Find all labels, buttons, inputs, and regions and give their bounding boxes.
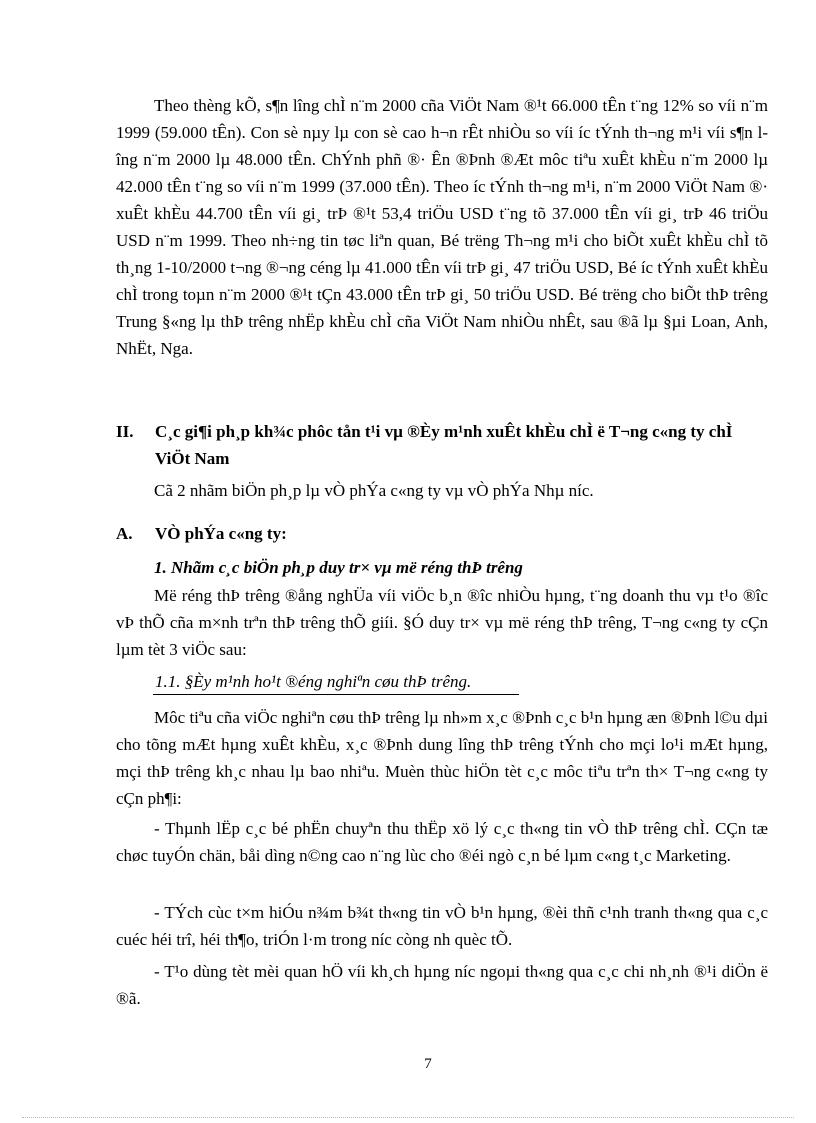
research-paragraph-text: Môc tiªu cña viÖc nghiªn cøu thÞ trêng lµ nh»m x¸c ®Þnh c¸c b¹n hµng æn ®Þnh l©u dµi cho tõng mÆt hµng xuÊt khÈu, x¸c ®Þnh dung lîng thÞ trêng tÝnh cho mçi lo¹i mÆt hµng, mçi thÞ trêng kh¸c nhau lµ bao nhiªu. Muèn thùc hiÖn tèt c¸c môc tiªu trªn th× T¬ng c«ng ty cÇn ph¶i:	[116, 708, 768, 808]
page-bottom-rule	[22, 1117, 794, 1118]
page-number: 7	[424, 1056, 432, 1072]
section-ii-intro	[116, 477, 768, 504]
section-ii-number: II.	[116, 422, 134, 441]
market-paragraph	[116, 582, 768, 663]
section-a-heading	[116, 520, 768, 547]
section-ii-intro-text: Cã 2 nhãm biÖn ph¸p lµ vÒ phÝa c«ng ty vµ vÒ phÝa Nhµ níc.	[154, 481, 594, 500]
bullet-item-2	[116, 899, 768, 953]
bullet-item-3	[116, 958, 768, 1012]
bullet-item-2-text: - TÝch cùc t×m hiÓu n¾m b¾t th«ng tin vÒ b¹n hµng, ®èi thñ c¹nh tranh th«ng qua c¸c cuéc héi trî, héi th¶o, triÓn l·m trong níc còng nh quèc tÕ.	[116, 903, 768, 949]
market-paragraph-text: Më réng thÞ trêng ®ång nghÜa víi viÖc b¸n ®îc nhiÒu hµng, t¨ng doanh thu vµ t¹o ®îc vÞ thÕ cña m×nh trªn thÞ trêng thÕ giíi. §Ó duy tr× vµ më réng thÞ trêng, T¬ng c«ng ty cÇn lµm tèt 3 viÖc sau:	[116, 586, 768, 659]
section-ii-title: C¸c gi¶i ph¸p kh¾c phôc tån t¹i vµ ®Èy m¹nh xuÊt khÈu chÌ ë T¬ng c«ng ty chÌ ViÖt Nam	[155, 422, 733, 468]
bullet-item-1	[116, 815, 768, 869]
research-paragraph	[116, 704, 768, 812]
subsection-1-1-title: 1.1. §Èy m¹nh ho¹t ®éng nghiªn cøu thÞ trêng.	[155, 672, 472, 691]
section-a-title: VÒ phÝa c«ng ty:	[155, 524, 287, 543]
intro-text: Theo thèng kÕ, s¶n lîng chÌ n¨m 2000 cña ViÖt Nam ®¹t 66.000 tÊn t¨ng 12% so víi n¨m 1999 (59.000 tÊn). Con sè nµy lµ con sè cao h¬n rÊt nhiÒu so víi íc tÝnh th¬ng m¹i víi s¶n lîng n¨m 2000 lµ 48.000 tÊn. ChÝnh phñ ®· Ên ®Þnh ®Æt môc tiªu xuÊt khÈu n¨m 2000 lµ 42.000 tÊn t¨ng so víi n¨m 1999 (37.000 tÊn). Theo íc tÝnh th¬ng m¹i, n¨m 2000 ViÖt Nam ®· xuÊt khÈu 44.700 tÊn víi gi¸ trÞ ®¹t 53,4 triÖu USD t¨ng tõ 37.000 tÊn víi gi¸ trÞ 46 triÖu USD n¨m 1999. Theo nh÷ng tin tøc liªn quan, Bé trëng Th¬ng m¹i cho biÕt xuÊt khÈu chÌ tõ th¸ng 1-10/2000 t¬ng ®¬ng céng lµ 41.000 tÊn víi trÞ gi¸ 47 triÖu USD, Bé íc tÝnh xuÊt khÈu chÌ trong toµn n¨m 2000 ®¹t tÇn 43.000 tÊn trÞ gi¸ 50 triÖu USD. Bé trëng cho biÕt thÞ trêng Trung §«ng lµ thÞ trêng nhËp khÈu chÌ cña ViÖt Nam nhiÒu nhÊt, sau ®ã lµ §µi Loan, Anh, NhËt, Nga.	[116, 96, 768, 358]
bullet-item-3-text: - T¹o dùng tèt mèi quan hÖ víi kh¸ch hµng níc ngoµi th«ng qua c¸c chi nh¸nh ®¹i diÖn ë ®ã.	[116, 962, 768, 1008]
subsection-1-1-heading	[155, 668, 477, 695]
section-ii-heading	[116, 418, 768, 472]
section-a-number: A.	[116, 524, 133, 543]
subsection-1-heading: 1. Nhãm c¸c biÖn ph¸p duy tr× vµ më réng thÞ trêng	[154, 558, 523, 577]
bullet-item-1-text: - Thµnh lËp c¸c bé phËn chuyªn thu thËp xö lý c¸c th«ng tin vÒ thÞ trêng chÌ. CÇn tæ chøc tuyÓn chän, båi dìng n©ng cao n¨ng lùc cho ®éi ngò c¸n bé lµm c«ng t¸c Marketing.	[116, 819, 768, 865]
intro-paragraph	[116, 92, 768, 362]
subsection-1-1-underline	[153, 694, 519, 695]
